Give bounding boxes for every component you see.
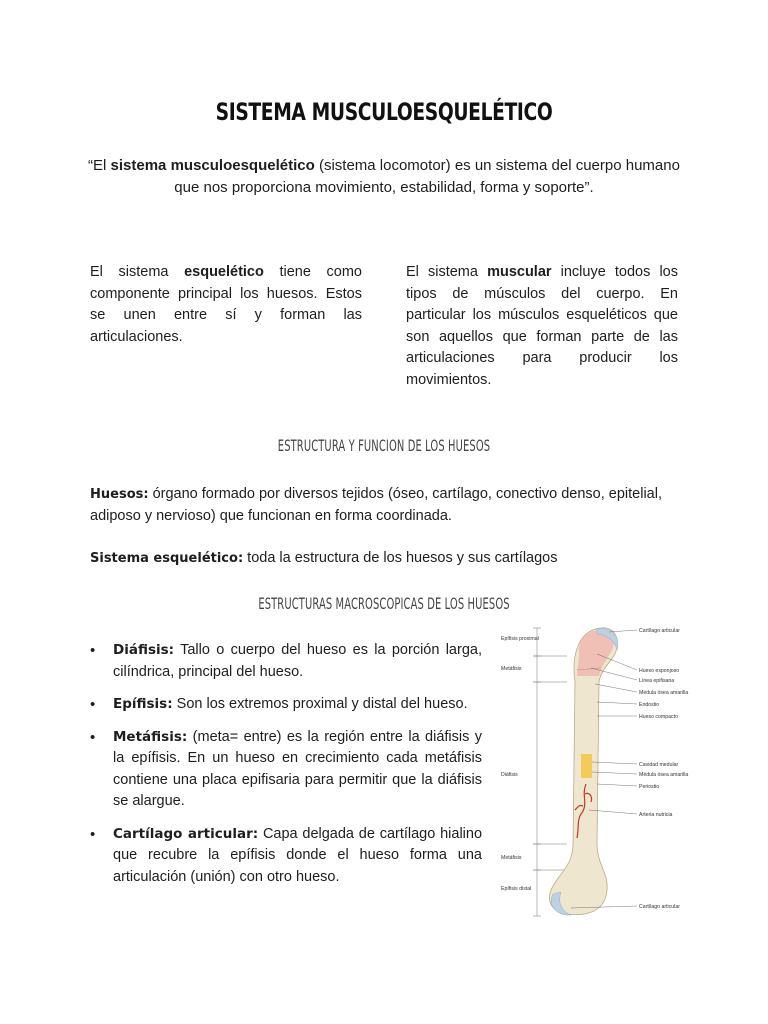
label-diafisis: Diáfisis (501, 772, 518, 778)
quote-open: “El (88, 157, 111, 174)
label-metafisis-bottom: Metáfisis (501, 855, 522, 861)
right-col-bold: muscular (487, 264, 552, 280)
list-item-text: Tallo o cuerpo del hueso es la porción larga, cilíndrica, principal del hueso. (113, 642, 482, 680)
list-item-term: Diáfisis: (113, 642, 175, 658)
list-item (90, 640, 482, 683)
right-col-post: incluye todos los tipos de músculos del cuerpo. En particular los músculos esqueléticos que son aquellos que forman parte de las articulaciones para producir los movimientos. (406, 264, 678, 388)
huesos-term: Huesos: (90, 487, 149, 502)
huesos-definition (90, 484, 682, 527)
label-epifisis-proximal: Epífisis proximal (501, 636, 539, 642)
quote-rest: (sistema locomotor) es un sistema del cuerpo humano que nos proporciona movimiento, estabilidad, forma y soporte”. (174, 157, 680, 196)
left-col-pre: El sistema (90, 264, 185, 280)
list-item (90, 824, 482, 889)
skeletal-term: Sistema esquelético: (90, 551, 244, 566)
label-medula-amarilla-top: Médula ósea amarilla (639, 690, 689, 696)
list-item-term: Epífisis: (113, 696, 173, 712)
definition-quote (88, 155, 680, 199)
list-item-term: Metáfisis: (113, 728, 188, 745)
right-col-pre: El sistema (406, 264, 488, 280)
bullet-icon: • (90, 696, 96, 713)
list-item-text: (meta= entre) es la región entre la diáfisis y la epífisis. En un hueso en crecimiento cada metáfisis contiene una placa epifisaria para permitir que la diáfisis se alargue. (113, 728, 482, 809)
label-linea-epifisaria: Línea epifisaria (639, 678, 675, 684)
left-col-post: tiene como componente principal los huesos. Estos se unen entre sí y forman las articulaciones. (90, 264, 362, 345)
label-periostio: Periostio (639, 784, 660, 790)
label-epifisis-distal: Epífisis distal (501, 886, 532, 892)
skeletal-system-paragraph (90, 262, 362, 348)
page-title: SISTEMA MUSCULOESQUELÉTICO (215, 98, 553, 126)
bullet-icon: • (90, 728, 96, 746)
list-item (90, 727, 482, 813)
bullet-icon: • (90, 642, 96, 659)
label-endostio: Endostio (639, 702, 660, 708)
skeletal-text: toda la estructura de los huesos y sus cartílagos (243, 550, 558, 566)
label-hueso-compacto: Hueso compacto (639, 714, 678, 720)
label-arteria-nutricia: Arteria nutricia (639, 812, 673, 818)
long-bone-diagram (497, 624, 690, 920)
list-item-term: Cartílago articular: (113, 825, 259, 842)
list-item (90, 694, 482, 716)
bullet-icon: • (90, 825, 96, 843)
label-cartilago-articular-top: Cartílago articular (639, 628, 680, 634)
label-cartilago-articular-bottom: Cartílago articular (639, 904, 680, 910)
skeletal-definition (90, 548, 682, 570)
bone-parts-list (90, 640, 482, 899)
label-hueso-esponjoso: Hueso esponjoso (639, 668, 680, 674)
list-item-text: Son los extremos proximal y distal del hueso. (172, 696, 468, 712)
quote-bold-term: sistema musculoesquelético (110, 157, 315, 174)
left-col-bold: esquelético (184, 264, 264, 280)
muscular-system-paragraph (406, 262, 678, 391)
medullary-cavity (581, 754, 592, 778)
label-cavidad-medular: Cavidad medular (639, 762, 679, 768)
list-item-text: Capa delgada de cartílago hialino que recubre la epífisis donde el hueso forma una articulación (unión) con otro hueso. (113, 825, 483, 885)
subheading-bone-structure: ESTRUCTURA Y FUNCION DE LOS HUESOS (277, 436, 491, 455)
label-medula-amarilla: Médula ósea amarilla (639, 772, 689, 778)
long-bone-svg (497, 624, 690, 920)
huesos-text: órgano formado por diversos tejidos (óseo, cartílago, conectivo denso, epitelial, adiposo y nervioso) que funcionan en forma coordinada. (90, 486, 662, 524)
label-metafisis-top: Metáfisis (501, 666, 522, 672)
subheading-macroscopic: ESTRUCTURAS MACROSCOPICAS DE LOS HUESOS (258, 594, 510, 613)
